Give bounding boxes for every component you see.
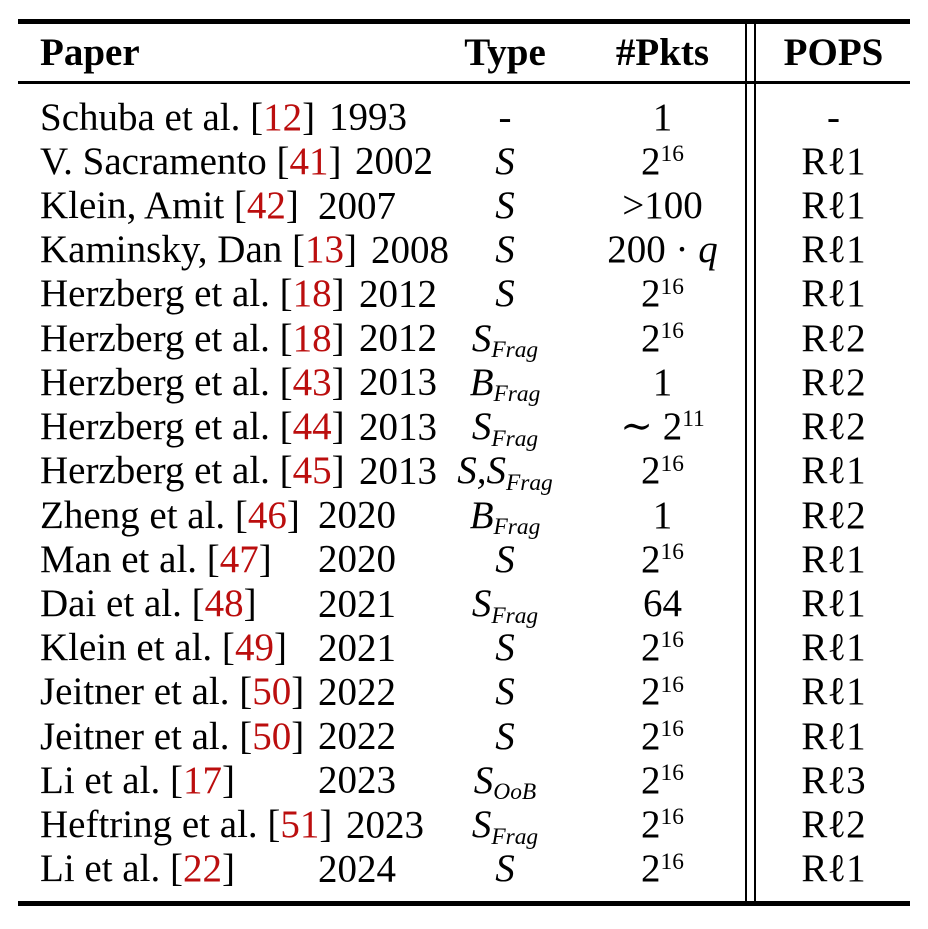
cell-text: 2 [641, 139, 661, 183]
table-row [18, 847, 910, 891]
table-row [18, 537, 910, 581]
citation-bracket: ] [291, 670, 305, 714]
pkts-cell [580, 582, 745, 626]
cell-text: 2 [641, 316, 661, 360]
cell-text: S [495, 847, 515, 891]
cell-text: S [495, 670, 515, 714]
cell-text: S [495, 537, 515, 581]
subscript-text: Frag [491, 602, 539, 629]
subscript-text: Frag [505, 469, 553, 496]
col-header-paper: Paper [40, 31, 140, 74]
citation-bracket: ] [221, 847, 235, 891]
year-text: 2023 [318, 758, 396, 802]
citation-ref[interactable]: 41 [289, 139, 329, 183]
pops-cell: Rℓ2 [801, 316, 866, 360]
pops-cell: Rℓ3 [801, 758, 866, 802]
cell-text: S [495, 139, 515, 183]
superscript-text: 16 [660, 848, 684, 875]
subscript-text: Frag [493, 514, 541, 541]
cell-text: 1 [652, 360, 673, 404]
citation-bracket: ] [319, 803, 333, 847]
table-row [18, 316, 910, 364]
pops-cell: Rℓ1 [801, 139, 866, 183]
citation-bracket: ] [258, 537, 272, 581]
pops-cell: Rℓ1 [801, 228, 866, 272]
cell-text: 1 [652, 493, 673, 537]
citation-ref[interactable]: 48 [204, 582, 244, 626]
year-text: 2008 [371, 228, 449, 272]
year-text: 2007 [318, 184, 396, 228]
author-text: Klein et al. [ [40, 626, 235, 670]
pkts-cell [580, 228, 745, 272]
type-cell [430, 184, 580, 228]
paper-cell [18, 670, 430, 714]
cell-text: 2 [641, 537, 661, 581]
citation-ref[interactable]: 42 [246, 184, 286, 228]
pops-cell: Rℓ1 [801, 582, 866, 626]
paper-cell [18, 272, 437, 316]
citation-ref[interactable]: 50 [252, 714, 292, 758]
pkts-cell [580, 272, 745, 316]
type-cell [430, 758, 580, 806]
cell-text: 2 [641, 626, 661, 670]
type-cell [430, 360, 580, 408]
cell-text: S [473, 758, 494, 802]
table-row [18, 714, 910, 758]
year-text: 2012 [359, 316, 437, 360]
author-text: Schuba et al. [ [40, 95, 264, 139]
cell-text: S [471, 316, 492, 360]
pkts-cell [580, 714, 745, 758]
type-cell [430, 139, 580, 183]
cell-text: S [471, 405, 492, 449]
table-row [18, 581, 910, 629]
citation-bracket: ] [286, 493, 300, 537]
paper-cell [18, 803, 430, 847]
cell-text: 200 · [607, 228, 699, 272]
citation-ref[interactable]: 12 [263, 95, 303, 139]
cell-text: 2 [641, 803, 661, 847]
superscript-text: 16 [660, 671, 684, 698]
type-cell [430, 537, 580, 581]
author-citation [40, 626, 287, 669]
year-text: 2020 [318, 493, 396, 537]
year-text: 2022 [318, 714, 396, 758]
pops-cell: Rℓ2 [801, 493, 866, 537]
cell-text: 2 [662, 405, 683, 449]
year-text: 2020 [318, 537, 396, 581]
table-body [18, 95, 910, 891]
author-citation [40, 670, 304, 713]
year-text: 2013 [359, 360, 437, 404]
pkts-cell [580, 758, 745, 802]
citation-ref[interactable]: 51 [280, 803, 320, 847]
author-text: Herzberg et al. [ [40, 449, 293, 493]
pops-cell: Rℓ1 [801, 626, 866, 670]
year-text: 2002 [355, 139, 433, 183]
citation-bracket: ] [331, 405, 345, 449]
cell-text: S [495, 184, 515, 228]
pops-cell: Rℓ1 [801, 449, 866, 493]
paper-cell [18, 360, 437, 404]
table-row [18, 449, 910, 496]
year-text: 2013 [359, 449, 437, 493]
citation-ref[interactable]: 46 [247, 493, 287, 537]
author-citation [40, 759, 235, 802]
citation-bracket: ] [331, 360, 345, 404]
cell-text: - [498, 95, 512, 139]
citation-ref[interactable]: 43 [292, 360, 332, 404]
pkts-cell [580, 493, 745, 537]
citation-ref[interactable]: 22 [182, 847, 222, 891]
citation-bracket: ] [328, 139, 342, 183]
year-text: 2023 [346, 803, 424, 847]
superscript-text: 16 [660, 450, 684, 477]
paper-cell [18, 184, 430, 228]
subscript-text: Frag [491, 425, 539, 452]
pkts-cell [580, 803, 745, 847]
citation-ref[interactable]: 18 [292, 272, 332, 316]
author-citation [40, 184, 299, 227]
cell-text: 2 [641, 449, 661, 493]
citation-ref[interactable]: 49 [234, 626, 274, 670]
pkts-cell [580, 316, 745, 360]
citation-bracket: ] [221, 758, 235, 802]
table-header [18, 24, 910, 81]
year-text: 2012 [359, 272, 437, 316]
pkts-cell [580, 360, 745, 404]
citation-ref[interactable]: 50 [252, 670, 292, 714]
citation-ref[interactable]: 13 [305, 228, 345, 272]
pops-cell: - [827, 95, 840, 139]
cell-text: 64 [643, 582, 682, 626]
cell-text: ∼ [620, 405, 663, 449]
type-cell [430, 626, 580, 670]
table-row [18, 228, 910, 272]
pkts-cell [580, 537, 745, 581]
author-text: Zheng et al. [ [40, 493, 248, 537]
pops-cell: Rℓ1 [801, 184, 866, 228]
author-citation [40, 582, 257, 625]
citation-ref[interactable]: 47 [219, 537, 259, 581]
author-citation [40, 803, 332, 846]
type-cell [430, 316, 580, 364]
citation-bracket: ] [273, 626, 287, 670]
table-row [18, 493, 910, 541]
year-text: 2022 [318, 670, 396, 714]
table-row [18, 272, 910, 316]
type-cell [430, 582, 580, 629]
cell-text: S [471, 803, 492, 847]
superscript-text: 16 [660, 760, 684, 787]
table-row [18, 803, 910, 850]
author-text: Herzberg et al. [ [40, 316, 293, 360]
table-row [18, 139, 910, 183]
type-cell [430, 847, 580, 891]
table-row [18, 626, 910, 670]
author-text: Li et al. [ [40, 847, 183, 891]
author-citation [40, 317, 345, 360]
pops-cell: Rℓ1 [801, 272, 866, 316]
pkts-cell [580, 95, 745, 139]
author-text: Jeitner et al. [ [40, 714, 253, 758]
author-text: Jeitner et al. [ [40, 670, 253, 714]
col-header-pops: POPS [783, 31, 884, 74]
paper-cell [18, 626, 430, 670]
author-text: Kaminsky, Dan [ [40, 228, 306, 272]
cell-text: 2 [641, 758, 661, 802]
cell-text: S [495, 228, 515, 272]
author-text: Herzberg et al. [ [40, 272, 293, 316]
type-cell [430, 493, 580, 541]
paper-cell [18, 139, 433, 183]
type-cell [430, 405, 580, 452]
author-text: Man et al. [ [40, 537, 220, 581]
paper-cell [18, 847, 430, 891]
table-row [18, 183, 910, 227]
type-cell [430, 228, 580, 272]
paper-cell [18, 493, 430, 537]
type-cell [430, 670, 580, 714]
table-row [18, 95, 910, 139]
year-text: 2021 [318, 626, 396, 670]
citation-bracket: ] [302, 95, 316, 139]
cell-text: B [469, 360, 494, 404]
table-row [18, 405, 910, 452]
type-cell [430, 449, 580, 496]
citation-bracket: ] [331, 449, 345, 493]
superscript-text: 16 [660, 317, 684, 344]
pkts-cell [580, 405, 745, 449]
citation-bracket: ] [331, 316, 345, 360]
year-text: 1993 [329, 95, 407, 139]
paper-cell [18, 714, 430, 758]
author-citation [40, 494, 300, 537]
pops-cell: Rℓ2 [801, 360, 866, 404]
pops-cell: Rℓ1 [801, 537, 866, 581]
subscript-text: Frag [491, 823, 539, 850]
pops-cell: Rℓ1 [801, 847, 866, 891]
author-citation [40, 847, 235, 890]
vertical-double-rule-right [754, 19, 756, 906]
citation-bracket: ] [291, 714, 305, 758]
type-cell [430, 272, 580, 316]
cell-text: 2 [641, 670, 661, 714]
pkts-cell [580, 847, 745, 891]
author-citation [40, 140, 341, 183]
type-cell [430, 714, 580, 758]
author-citation [40, 272, 345, 315]
cell-text: 1 [652, 95, 673, 139]
author-citation [40, 538, 272, 581]
bottom-rule [18, 901, 910, 906]
subscript-text: Frag [493, 381, 541, 408]
citation-ref[interactable]: 44 [292, 405, 332, 449]
cell-text: S,S [457, 449, 506, 493]
pops-cell: Rℓ2 [801, 803, 866, 847]
superscript-text: 11 [682, 406, 705, 433]
cell-text: S [495, 272, 515, 316]
type-cell [430, 803, 580, 850]
paper-cell [18, 405, 437, 449]
author-text: Heftring et al. [ [40, 803, 281, 847]
subscript-text: Frag [491, 337, 539, 364]
paper-cell [18, 582, 430, 626]
paper-cell [18, 316, 437, 360]
superscript-text: 16 [660, 538, 684, 565]
col-header-pkts: #Pkts [615, 31, 710, 74]
cell-text: 2 [641, 847, 661, 891]
citation-bracket: ] [285, 184, 299, 228]
pkts-cell [580, 139, 745, 183]
citation-bracket: ] [331, 272, 345, 316]
cell-text: S [495, 714, 515, 758]
cell-text: 2 [641, 714, 661, 758]
cell-text: >100 [622, 184, 703, 228]
cell-text: S [495, 626, 515, 670]
year-text: 2021 [318, 582, 396, 626]
author-citation [40, 715, 304, 758]
superscript-text: 16 [660, 140, 684, 167]
author-citation [40, 96, 315, 139]
author-citation [40, 449, 345, 492]
author-text: Li et al. [ [40, 758, 183, 802]
mid-rule [18, 81, 910, 84]
pkts-cell [580, 184, 745, 228]
citation-bracket: ] [243, 582, 257, 626]
cell-text: B [469, 493, 494, 537]
author-citation [40, 228, 357, 271]
table-row [18, 360, 910, 408]
pops-cell: Rℓ1 [801, 670, 866, 714]
paper-cell [18, 449, 437, 493]
author-text: Dai et al. [ [40, 582, 205, 626]
citation-bracket: ] [344, 228, 358, 272]
author-text: V. Sacramento [ [40, 139, 290, 183]
subscript-text: OoB [493, 779, 537, 806]
paper-cell [18, 95, 430, 139]
pkts-cell [580, 449, 745, 493]
type-cell [430, 95, 580, 139]
superscript-text: 16 [660, 273, 684, 300]
year-text: 2024 [318, 847, 396, 891]
author-text: Herzberg et al. [ [40, 360, 293, 404]
cell-text: q [698, 228, 718, 272]
author-citation [40, 361, 345, 404]
pkts-cell [580, 626, 745, 670]
vertical-double-rule-left [745, 19, 747, 906]
author-text: Herzberg et al. [ [40, 405, 293, 449]
cell-text: 2 [641, 272, 661, 316]
author-text: Klein, Amit [ [40, 184, 247, 228]
pops-cell: Rℓ1 [801, 714, 866, 758]
pops-cell: Rℓ2 [801, 405, 866, 449]
table-row [18, 758, 910, 806]
citation-ref[interactable]: 18 [292, 316, 332, 360]
author-citation [40, 405, 345, 448]
superscript-text: 16 [660, 804, 684, 831]
paper-cell [18, 537, 430, 581]
pkts-cell [580, 670, 745, 714]
table-row [18, 670, 910, 714]
superscript-text: 16 [660, 715, 684, 742]
year-text: 2013 [359, 405, 437, 449]
cell-text: S [471, 582, 492, 626]
citation-ref[interactable]: 17 [182, 758, 222, 802]
paper-cell [18, 758, 430, 802]
col-header-type: Type [464, 31, 546, 74]
paper-cell [18, 228, 449, 272]
superscript-text: 16 [660, 627, 684, 654]
citation-ref[interactable]: 45 [292, 449, 332, 493]
